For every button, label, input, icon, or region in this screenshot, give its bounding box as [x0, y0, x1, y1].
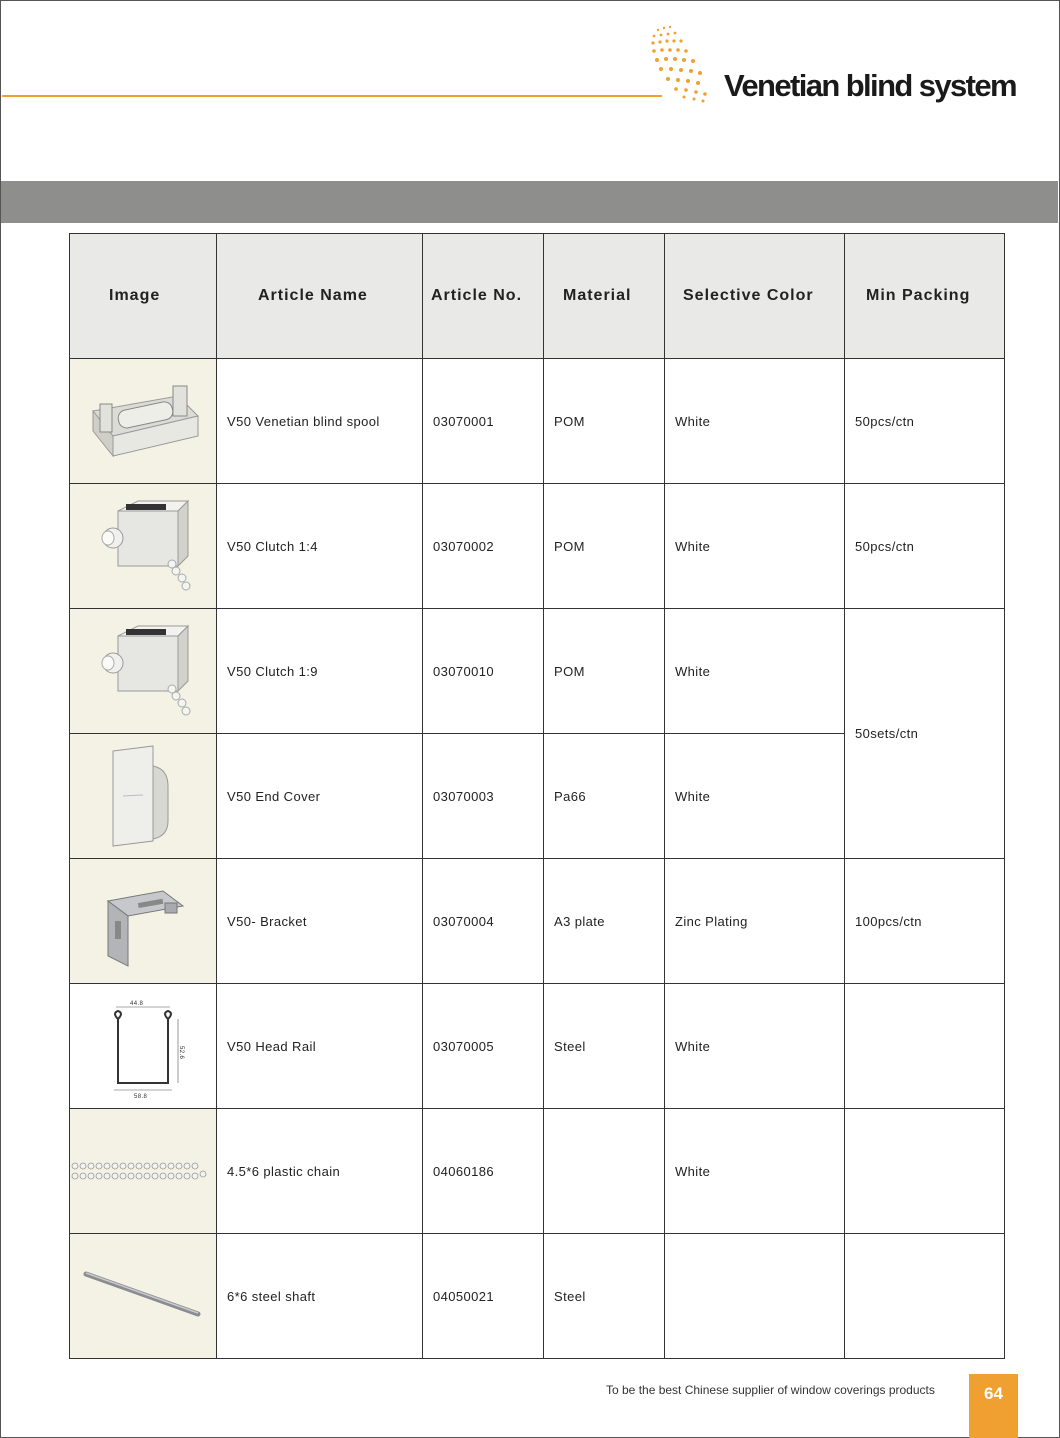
selective-color: White — [665, 734, 845, 859]
product-table — [69, 233, 1005, 1359]
product-image-cell — [70, 484, 217, 609]
selective-color: White — [665, 484, 845, 609]
product-image-cell — [70, 1109, 217, 1234]
product-image-cell — [70, 609, 217, 734]
selective-color: White — [665, 359, 845, 484]
article-name: V50 Venetian blind spool — [217, 359, 423, 484]
min-packing — [845, 1109, 1005, 1234]
table-row — [70, 609, 1005, 734]
min-packing: 50pcs/ctn — [845, 359, 1005, 484]
selective-color: White — [665, 1109, 845, 1234]
column-header-min-packing: Min Packing — [845, 234, 1005, 359]
table-row — [70, 1234, 1005, 1359]
table-row — [70, 484, 1005, 609]
min-packing: 50pcs/ctn — [845, 484, 1005, 609]
page-title: Venetian blind system — [724, 68, 1017, 103]
article-name: V50 Clutch 1:4 — [217, 484, 423, 609]
selective-color: White — [665, 984, 845, 1109]
article-no: 03070002 — [423, 484, 544, 609]
column-header-selective-color: Selective Color — [665, 234, 845, 359]
min-packing: 100pcs/ctn — [845, 859, 1005, 984]
column-header-image: Image — [70, 234, 217, 359]
article-name: V50 Clutch 1:9 — [217, 609, 423, 734]
product-image-cell — [70, 734, 217, 859]
header-band — [1, 181, 1058, 223]
table-row — [70, 984, 1005, 1109]
article-no: 04050021 — [423, 1234, 544, 1359]
min-packing — [845, 984, 1005, 1109]
selective-color: Zinc Plating — [665, 859, 845, 984]
steel-shaft-icon — [78, 1266, 208, 1326]
min-packing — [845, 1234, 1005, 1359]
article-no: 03070003 — [423, 734, 544, 859]
venetian-spool-icon — [78, 376, 208, 466]
column-header-material: Material — [544, 234, 665, 359]
material: POM — [544, 609, 665, 734]
clutch-icon — [88, 621, 198, 721]
material: Pa66 — [544, 734, 665, 859]
article-no: 04060186 — [423, 1109, 544, 1234]
article-no: 03070005 — [423, 984, 544, 1109]
end-cover-icon — [103, 741, 183, 851]
table-row — [70, 1109, 1005, 1234]
clutch-icon — [88, 496, 198, 596]
header-rule — [2, 95, 662, 97]
article-name: 4.5*6 plastic chain — [217, 1109, 423, 1234]
footer-tagline: To be the best Chinese supplier of window coverings products — [606, 1383, 935, 1397]
article-no: 03070001 — [423, 359, 544, 484]
bracket-icon — [93, 871, 193, 971]
table-row — [70, 859, 1005, 984]
product-image-cell — [70, 984, 217, 1109]
article-name: V50 End Cover — [217, 734, 423, 859]
selective-color: White — [665, 609, 845, 734]
dot-fan-logo-icon — [648, 24, 710, 104]
article-name: V50- Bracket — [217, 859, 423, 984]
dim-bottom-label: 58.8 — [134, 1094, 148, 1100]
article-name: V50 Head Rail — [217, 984, 423, 1109]
dim-side-label: 52.6 — [178, 1046, 184, 1060]
material: POM — [544, 359, 665, 484]
head-rail-drawing-icon — [88, 991, 198, 1101]
min-packing: 50sets/ctn — [845, 609, 1005, 859]
article-no: 03070010 — [423, 609, 544, 734]
column-header-article-no: Article No. — [423, 234, 544, 359]
selective-color — [665, 1234, 845, 1359]
product-image-cell — [70, 859, 217, 984]
product-image-cell — [70, 1234, 217, 1359]
product-image-cell — [70, 359, 217, 484]
material: Steel — [544, 984, 665, 1109]
material: A3 plate — [544, 859, 665, 984]
material — [544, 1109, 665, 1234]
column-header-article-name: Article Name — [217, 234, 423, 359]
material: POM — [544, 484, 665, 609]
dim-top-label: 44.8 — [130, 1001, 144, 1007]
article-no: 03070004 — [423, 859, 544, 984]
page-number: 64 — [969, 1374, 1018, 1438]
material: Steel — [544, 1234, 665, 1359]
plastic-chain-icon — [70, 1156, 216, 1186]
article-name: 6*6 steel shaft — [217, 1234, 423, 1359]
table-row — [70, 359, 1005, 484]
table-header-row — [70, 234, 1005, 359]
